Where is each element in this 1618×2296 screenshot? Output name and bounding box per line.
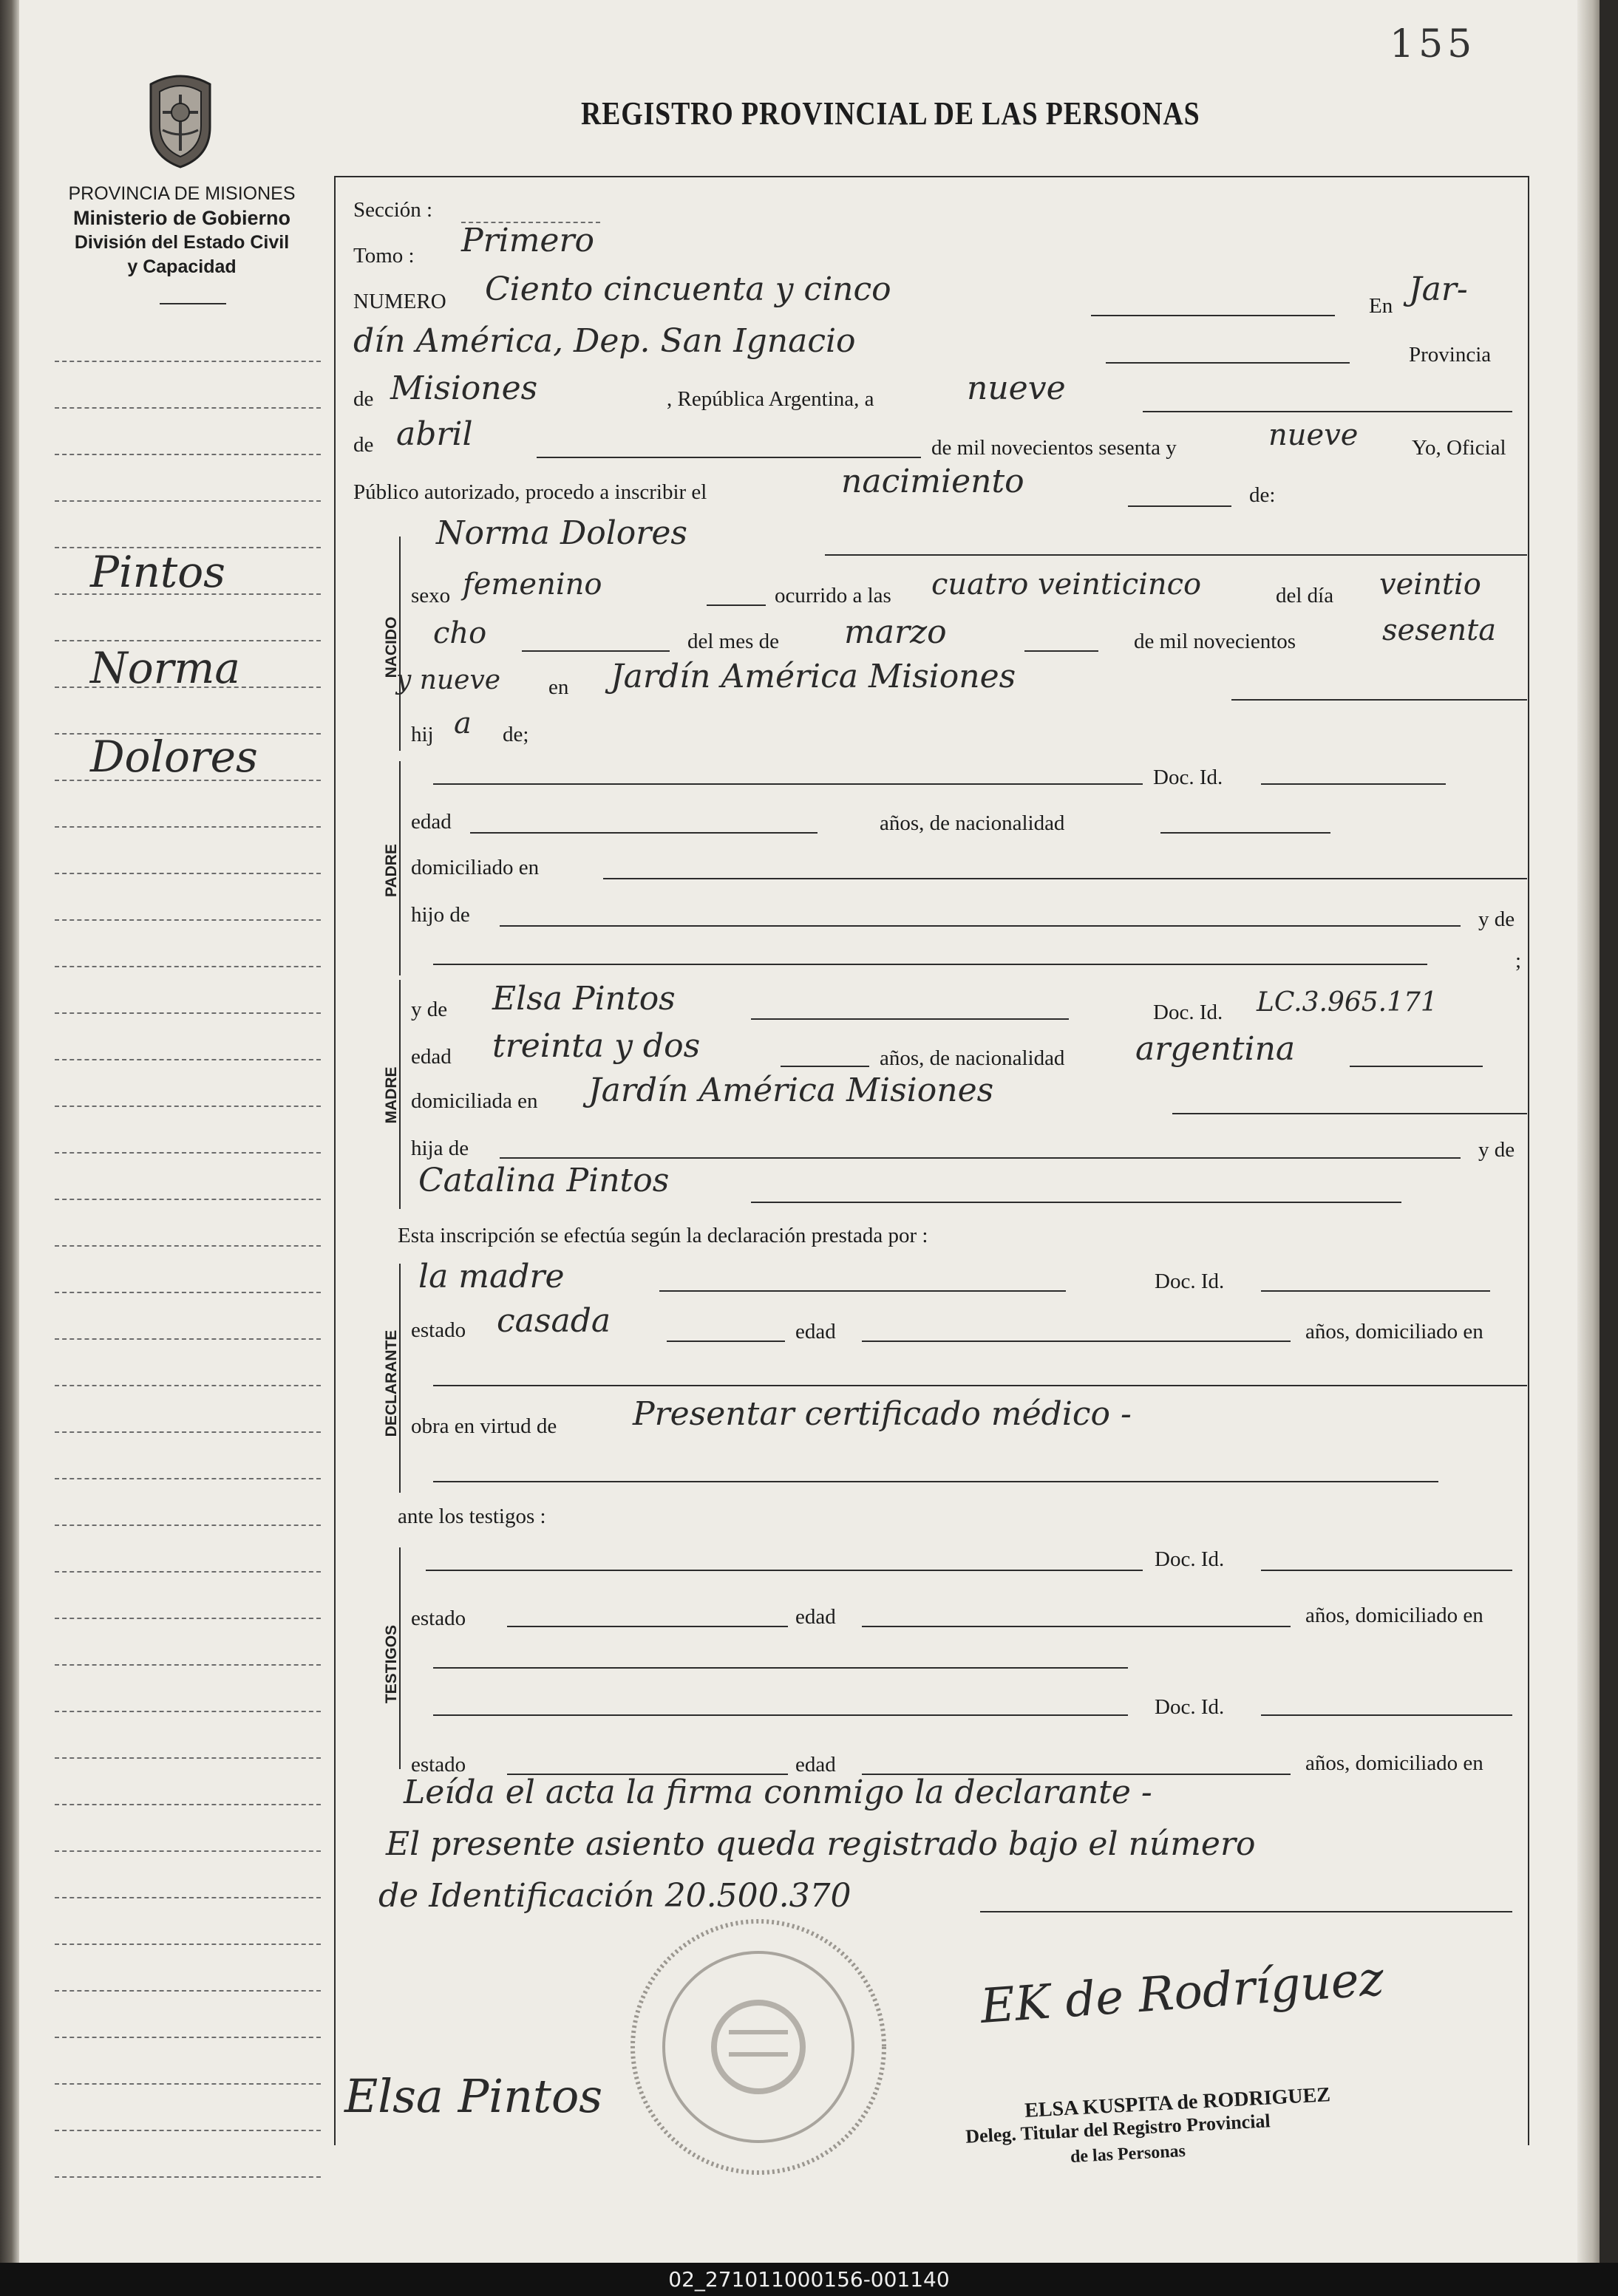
padre-side-label: PADRE	[383, 844, 400, 897]
numero-label: NUMERO	[353, 290, 446, 313]
mother-edad-field	[781, 1066, 869, 1067]
declarant-dom-label: años, domiciliado en	[1305, 1320, 1483, 1343]
ministry-name: Ministerio de Gobierno	[72, 207, 291, 229]
sexo-label: sexo	[411, 584, 451, 607]
footer-bar	[0, 2263, 1618, 2296]
margin-rule	[55, 2037, 321, 2038]
declarante-side-label: DECLARANTE	[383, 1329, 400, 1437]
mother-hija-field	[500, 1157, 1461, 1159]
division-name: División del Estado Civil	[74, 232, 290, 253]
witness1-dom-label: años, domiciliado en	[1305, 1604, 1483, 1627]
father-nac-label: años, de nacionalidad	[880, 811, 1065, 835]
footer-code: 02_271011000156-001140	[668, 2267, 950, 2292]
margin-rule	[55, 1199, 321, 1200]
father-doc-field	[1261, 783, 1446, 785]
numero-field	[1091, 315, 1335, 316]
obra-value: Presentar certificado médico -	[633, 1395, 1132, 1433]
mother-dom-label: domiciliada en	[411, 1089, 538, 1113]
document-title: REGISTRO PROVINCIAL DE LAS PERSONAS	[581, 95, 1200, 132]
day-field	[1143, 411, 1512, 412]
official-signature: EK de Rodríguez	[979, 1952, 1386, 2034]
mother-edad-label: edad	[411, 1045, 452, 1069]
witness2-name-field	[433, 1714, 1128, 1716]
margin-rule	[55, 1850, 321, 1852]
margin-rule	[55, 407, 321, 409]
mother-nac-value: argentina	[1135, 1030, 1296, 1068]
margin-rule	[55, 1385, 321, 1386]
witness1-doc-field	[1261, 1570, 1512, 1571]
margin-rule	[55, 1571, 321, 1573]
declarant-value: la madre	[418, 1258, 565, 1295]
publico-label: Público autorizado, procedo a inscribir el	[353, 480, 707, 504]
declarant-signature: Elsa Pintos	[344, 2069, 603, 2123]
declarant-doc-label: Doc. Id.	[1155, 1270, 1225, 1293]
margin-surname: Pintos	[90, 547, 225, 597]
declarant-doc-field	[1261, 1290, 1490, 1292]
en-value-1: Jar-	[1409, 270, 1468, 308]
ocurrido-label: ocurrido a las	[775, 584, 891, 607]
nacido-side-label: NACIDO	[383, 616, 400, 678]
mother-name-field	[751, 1018, 1069, 1020]
margin-rule	[55, 1664, 321, 1666]
grandmother-value: Catalina Pintos	[418, 1162, 670, 1199]
mother-doc-value: LC.3.965.171	[1257, 987, 1438, 1018]
top-frame-rule	[334, 176, 1528, 177]
testigos-side-label: TESTIGOS	[383, 1624, 400, 1704]
left-header-rule	[160, 303, 226, 304]
madre-side-label: MADRE	[383, 1066, 400, 1124]
del-dia-label: del día	[1276, 584, 1334, 607]
book-binding	[0, 0, 19, 2263]
margin-rule	[55, 640, 321, 641]
official-stamp-name: ELSA KUSPITA de RODRIGUEZ	[1024, 2083, 1331, 2122]
hour-value: cuatro veinticinco	[931, 568, 1202, 602]
obra-extra-field	[433, 1481, 1438, 1482]
de-colon-label: de:	[1249, 483, 1276, 507]
mother-hija-label: hija de	[411, 1137, 469, 1160]
birth-year-value-2: y nueve	[396, 665, 501, 695]
father-y-de-label: y de	[1478, 907, 1515, 931]
margin-rule	[55, 1757, 321, 1759]
father-doc-label: Doc. Id.	[1153, 766, 1223, 789]
note-line-2: El presente asiento queda registrado bajo el número	[386, 1825, 1256, 1863]
father-dom-field	[603, 878, 1527, 879]
margin-rule	[55, 1525, 321, 1526]
mother-name-value: Elsa Pintos	[492, 980, 676, 1018]
father-hijo-label: hijo de	[411, 903, 470, 927]
birth-month-field	[1024, 650, 1098, 652]
witness2-doc-field	[1261, 1714, 1512, 1716]
note-line-3: de Identificación 20.500.370	[378, 1877, 852, 1915]
father-extra-field	[433, 964, 1427, 965]
witness1-dom-field	[433, 1667, 1128, 1669]
margin-rule	[55, 1897, 321, 1898]
margin-rule	[55, 361, 321, 362]
margin-rule	[55, 2176, 321, 2178]
declarant-estado-value: casada	[497, 1302, 611, 1340]
witness1-name-field	[426, 1570, 1143, 1571]
margin-rule	[55, 2130, 321, 2131]
declarant-field	[659, 1290, 1066, 1292]
witness2-estado-label: estado	[411, 1753, 466, 1776]
child-name-value: Norma Dolores	[436, 514, 687, 552]
obra-label: obra en virtud de	[411, 1414, 557, 1438]
witness1-edad-field	[862, 1626, 1291, 1627]
act-field	[1128, 505, 1231, 507]
father-hijo-field	[500, 925, 1461, 927]
register-page	[19, 0, 1600, 2263]
note-field	[980, 1911, 1512, 1912]
margin-rule	[55, 1338, 321, 1340]
mother-y-de-label: y de	[411, 998, 448, 1021]
father-edad-label: edad	[411, 810, 452, 834]
hij-label: hij	[411, 723, 434, 746]
mother-dom-field	[1172, 1113, 1527, 1114]
margin-rule	[55, 1106, 321, 1107]
declarant-estado-field	[667, 1341, 785, 1342]
margin-rule	[55, 1012, 321, 1014]
numero-value: Ciento cincuenta y cinco	[485, 270, 891, 308]
margin-rule	[55, 2083, 321, 2085]
mother-dom-value: Jardín América Misiones	[588, 1072, 994, 1109]
margin-rule	[55, 966, 321, 967]
declarant-estado-label: estado	[411, 1318, 466, 1342]
mil-nov-label: de mil novecientos	[1134, 630, 1296, 653]
de-label-2: de	[353, 433, 374, 457]
official-seal	[618, 1907, 899, 2187]
margin-rule	[55, 826, 321, 828]
margin-second-name: Dolores	[90, 732, 258, 782]
father-nac-field	[1160, 832, 1330, 834]
left-frame-rule	[334, 176, 336, 2145]
yo-oficial-label: Yo, Oficial	[1412, 436, 1506, 460]
right-frame-rule	[1528, 176, 1529, 2145]
sex-field	[707, 604, 766, 606]
mother-doc-label: Doc. Id.	[1153, 1001, 1223, 1024]
page-edge	[1577, 0, 1600, 2263]
margin-rule	[55, 919, 321, 921]
seccion-label: Sección :	[353, 198, 433, 222]
de-label: de	[353, 387, 374, 411]
margin-rule	[55, 1804, 321, 1805]
en-value-2: dín América, Dep. San Ignacio	[353, 322, 856, 360]
birth-place-value: Jardín América Misiones	[611, 658, 1016, 695]
margin-rule	[55, 1152, 321, 1154]
provincial-crest	[136, 68, 225, 171]
de-semi-label: de;	[503, 723, 529, 746]
witness2-edad-label: edad	[795, 1753, 836, 1776]
father-semicolon: ;	[1515, 949, 1522, 972]
child-name-field	[825, 554, 1527, 556]
witness2-doc-label: Doc. Id.	[1155, 1695, 1225, 1719]
margin-rule	[55, 873, 321, 874]
witness1-edad-label: edad	[795, 1605, 836, 1629]
inscripcion-label: Esta inscripción se efectúa según la declaración prestada por :	[398, 1224, 928, 1247]
act-value: nacimiento	[841, 463, 1024, 500]
grandmother-field	[751, 1202, 1401, 1203]
month-value: abril	[396, 415, 473, 453]
tomo-value: Primero	[461, 222, 594, 259]
witness1-estado-field	[507, 1626, 788, 1627]
birth-place-field	[1231, 699, 1527, 701]
hij-letter-value: a	[454, 706, 472, 740]
declarant-dom-field	[433, 1385, 1527, 1386]
en-label-2: en	[548, 675, 569, 699]
del-mes-label: del mes de	[687, 630, 780, 653]
page-number: 155	[1390, 22, 1477, 67]
note-line-1: Leída el acta la firma conmigo la declarante -	[404, 1774, 1152, 1811]
tomo-label: Tomo :	[353, 244, 415, 268]
margin-rule	[55, 1059, 321, 1060]
margin-first-name: Norma	[90, 643, 240, 693]
declarant-edad-label: edad	[795, 1320, 836, 1343]
margin-rule	[55, 1944, 321, 1945]
sex-value: femenino	[463, 568, 602, 602]
month-field	[537, 457, 921, 458]
division-name-2: y Capacidad	[127, 256, 237, 277]
official-stamp-title: Deleg. Titular del Registro Provincial	[965, 2110, 1271, 2147]
mother-nac-field	[1350, 1066, 1483, 1067]
margin-rule	[55, 1618, 321, 1619]
father-dom-label: domiciliado en	[411, 856, 540, 879]
birth-day-value-2: cho	[433, 616, 487, 650]
margin-rule	[55, 1245, 321, 1247]
official-stamp-title-2: de las Personas	[1070, 2141, 1186, 2167]
margin-rule	[55, 1478, 321, 1479]
year-value: nueve	[1268, 418, 1359, 452]
margin-rule	[55, 500, 321, 502]
birth-day-value-1: veintio	[1379, 568, 1481, 602]
margin-rule	[55, 1431, 321, 1433]
margin-rule	[55, 1711, 321, 1712]
witness1-estado-label: estado	[411, 1607, 466, 1630]
provincia-label: Provincia	[1409, 343, 1492, 367]
witness2-dom-label: años, domiciliado en	[1305, 1751, 1483, 1775]
margin-rule	[55, 1990, 321, 1992]
margin-rule	[55, 1292, 321, 1293]
father-edad-field	[470, 832, 818, 834]
provincia-value: Misiones	[390, 369, 538, 407]
margin-rule	[55, 454, 321, 455]
birth-year-value-1: sesenta	[1382, 613, 1497, 647]
birth-day-field	[522, 650, 670, 652]
witness1-doc-label: Doc. Id.	[1155, 1547, 1225, 1571]
left-header	[64, 182, 300, 279]
ante-testigos-label: ante los testigos :	[398, 1505, 546, 1528]
en-label: En	[1369, 294, 1393, 318]
province-name: PROVINCIA DE MISIONES	[68, 183, 296, 204]
birth-month-value: marzo	[844, 613, 947, 651]
mother-nac-label: años, de nacionalidad	[880, 1046, 1065, 1070]
mother-edad-value: treinta y dos	[492, 1027, 701, 1065]
en-field-2	[1106, 362, 1350, 364]
republica-label: , República Argentina, a	[667, 387, 874, 411]
mother-y-de-label-2: y de	[1478, 1138, 1515, 1162]
day-value: nueve	[967, 369, 1066, 407]
mil-sesenta-label: de mil novecientos sesenta y	[931, 436, 1177, 460]
declarant-edad-field	[862, 1341, 1291, 1342]
father-name-field	[433, 783, 1143, 785]
